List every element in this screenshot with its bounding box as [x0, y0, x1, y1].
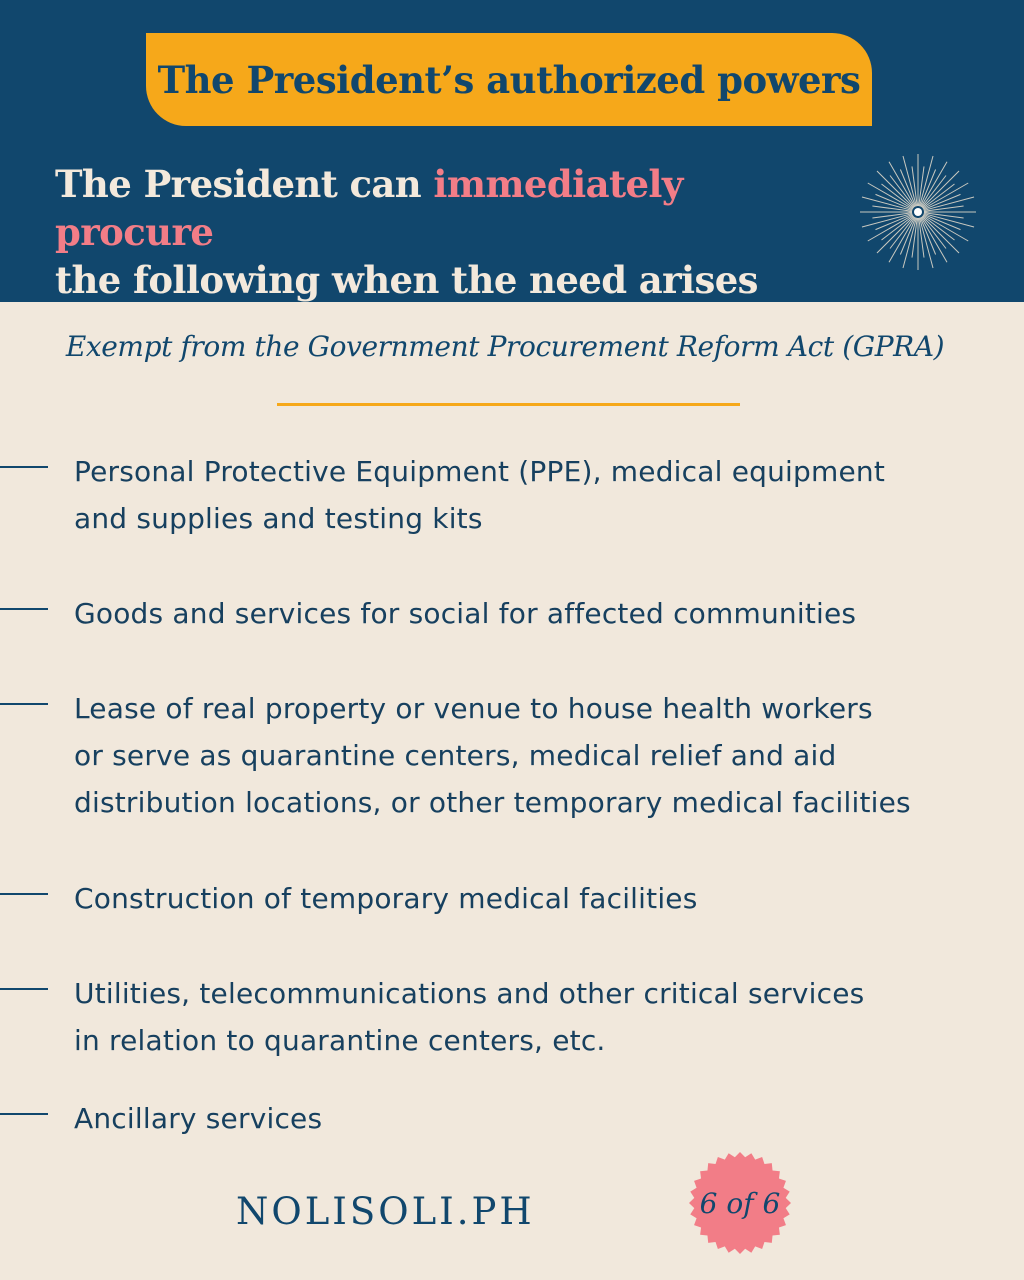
list-item-line: Construction of temporary medical facilities: [74, 882, 698, 915]
dash-icon: [0, 466, 48, 468]
list-item-line: and supplies and testing kits: [74, 502, 483, 535]
dash-icon: [0, 893, 48, 895]
starburst-icon: [858, 152, 978, 272]
dash-icon: [0, 608, 48, 610]
subtitle: Exempt from the Government Procurement Reform Act (GPRA): [65, 330, 945, 363]
dash-icon: [0, 988, 48, 990]
title-banner: [146, 33, 872, 126]
list-item-line: Lease of real property or venue to house health workers: [74, 692, 873, 725]
list-item-line: Goods and services for social for affected communities: [74, 597, 857, 630]
divider: [277, 403, 740, 406]
headline-part1: The President can: [55, 162, 434, 206]
list-item-line: in relation to quarantine centers, etc.: [74, 1024, 606, 1057]
headline-part2: the following when the need arises: [55, 258, 758, 302]
brand-logo: NOLISOLI.PH: [236, 1190, 535, 1233]
list-item-line: or serve as quarantine centers, medical relief and aid: [74, 739, 837, 772]
dash-icon: [0, 703, 48, 705]
dash-icon: [0, 1113, 48, 1115]
list-item-line: Personal Protective Equipment (PPE), medical equipment: [74, 455, 886, 488]
header-panel: [0, 0, 1024, 302]
list-item-line: distribution locations, or other temporary medical facilities: [74, 786, 911, 819]
headline: [55, 160, 845, 304]
list-item-line: Ancillary services: [74, 1102, 323, 1135]
banner-title: The President’s authorized powers: [157, 57, 861, 102]
page-indicator: 6 of 6: [699, 1186, 781, 1220]
headline-highlight: immediately procure: [55, 162, 683, 254]
list-item-line: Utilities, telecommunications and other critical services: [74, 977, 865, 1010]
